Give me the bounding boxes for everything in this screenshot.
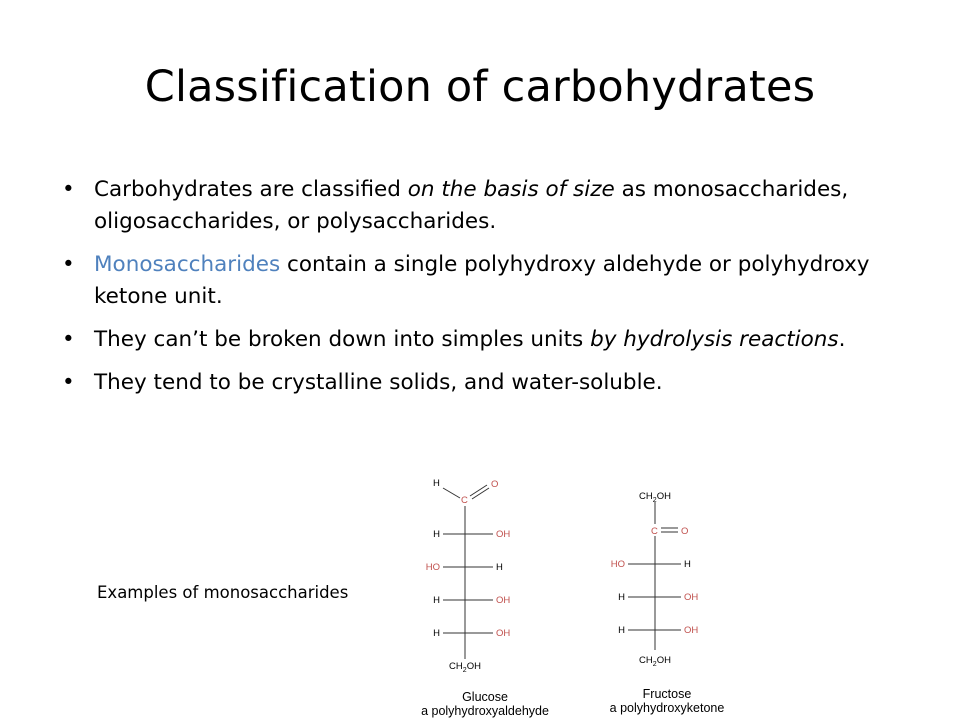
bullet-dot-icon: •	[62, 327, 75, 352]
fructose-description: a polyhydroxyketone	[609, 701, 725, 715]
fructose-c3-left: HO	[610, 559, 625, 570]
glucose-c4-right: OH	[496, 595, 511, 606]
glucose-c2-left: H	[433, 529, 440, 540]
bullet-item	[62, 367, 922, 399]
glucose-c5-right: OH	[496, 628, 511, 639]
bullet-dot-icon: •	[62, 370, 75, 395]
bullet-text-segment: Carbohydrates are classified	[94, 177, 408, 202]
bullet-text-segment: .	[838, 327, 846, 352]
bullet-text-segment: contain a single polyhydroxy aldehyde or polyhydroxy ketone unit.	[94, 252, 870, 309]
bullet-item	[62, 324, 922, 356]
slide-title: Classification of carbohydrates	[144, 62, 816, 112]
fructose-ch2oh-top: $CH_2OH$	[639, 491, 671, 504]
glucose-top-h: H	[433, 478, 440, 489]
bullet-text-segment: They can’t be broken down into simples units	[94, 327, 591, 352]
fructose-fischer-projection	[592, 472, 742, 677]
fructose-c4-right: OH	[684, 592, 699, 603]
bullet-item	[62, 174, 922, 238]
glucose-c5-left: H	[433, 628, 440, 639]
glucose-description: a polyhydroxyaldehyde	[421, 704, 549, 718]
fructose-carbonyl-c: C	[651, 526, 658, 537]
glucose-name: Glucose	[462, 690, 508, 704]
bullet-item	[62, 249, 922, 313]
glucose-c3-right: H	[496, 562, 503, 573]
glucose-carbonyl-c: C	[461, 495, 468, 506]
bullet-text-segment: They tend to be crystalline solids, and water-soluble.	[94, 370, 663, 395]
fructose-carbonyl-o: O	[681, 526, 689, 537]
fructose-c3-right: H	[684, 559, 691, 570]
fructose-structure	[592, 472, 742, 715]
bullet-text-segment: as monosaccharides, oligosaccharides, or polysaccharides.	[94, 177, 849, 234]
fructose-c5-left: H	[618, 625, 625, 636]
glucose-structure	[405, 472, 565, 718]
bullet-list	[62, 174, 922, 410]
glucose-c2-right: OH	[496, 529, 511, 540]
fructose-c4-left: H	[618, 592, 625, 603]
glucose-c4-left: H	[433, 595, 440, 606]
fructose-c5-right: OH	[684, 625, 699, 636]
glucose-c3-left: HO	[425, 562, 440, 573]
bullet-text-segment: by hydrolysis reactions	[590, 327, 839, 352]
fructose-name: Fructose	[642, 687, 692, 701]
fructose-ch2oh-bottom: $CH_2OH$	[639, 655, 671, 668]
bullet-dot-icon: •	[62, 177, 75, 202]
glucose-carbonyl-o: O	[491, 479, 499, 490]
bullet-text-segment: Monosaccharides	[94, 252, 281, 277]
glucose-ch2oh-bottom: $CH_2OH$	[449, 661, 481, 674]
glucose-label	[405, 690, 565, 718]
bullet-text-segment: on the basis of size	[407, 177, 615, 202]
examples-caption: Examples of monosaccharides	[97, 583, 349, 602]
fructose-label	[592, 687, 742, 715]
glucose-fischer-projection	[405, 472, 565, 677]
bullet-dot-icon: •	[62, 252, 75, 277]
